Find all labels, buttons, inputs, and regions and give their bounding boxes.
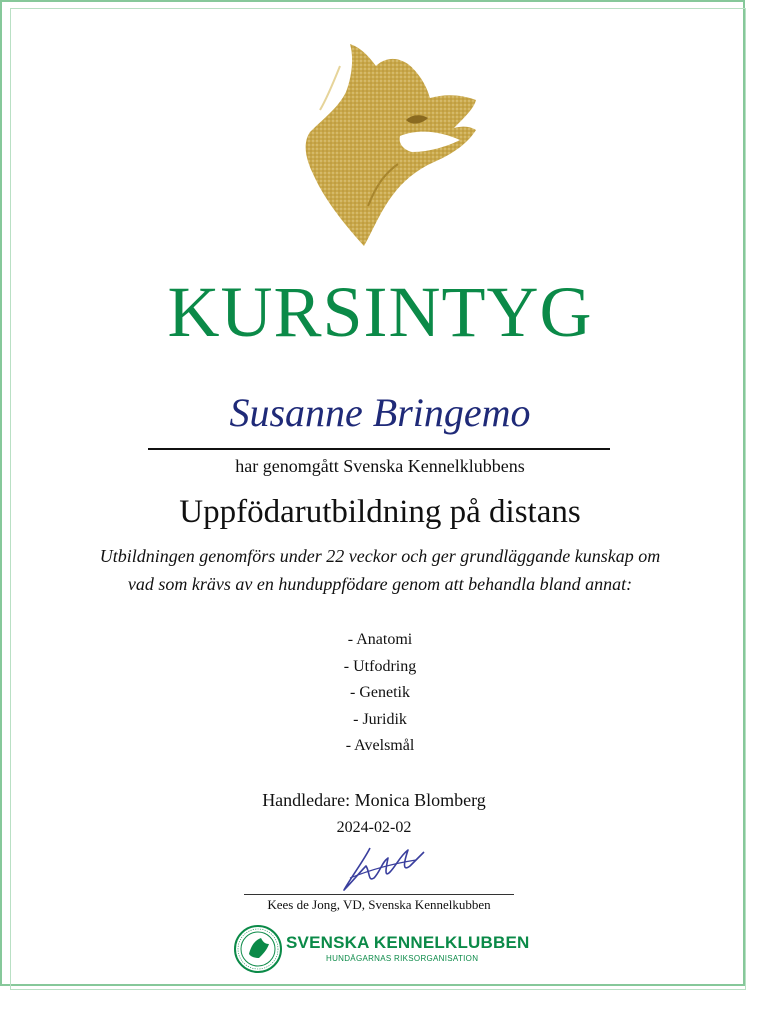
certificate-title: KURSINTYG xyxy=(167,272,593,352)
intro-text: har genomgått Svenska Kennelklubbens xyxy=(235,456,525,476)
recipient-name: Susanne Bringemo xyxy=(229,390,531,435)
logo-subtitle: HUNDÄGARNAS RIKSORGANISATION xyxy=(326,954,479,963)
kennel-club-seal-icon xyxy=(233,924,283,974)
signer-label: Kees de Jong, VD, Svenska Kennelkubben xyxy=(267,897,491,912)
topic-item: - Utfodring xyxy=(343,657,417,675)
issue-date: 2024-02-02 xyxy=(336,819,412,836)
description-line: vad som krävs av en hunduppfödare genom att behandla bland annat: xyxy=(127,574,633,594)
course-description xyxy=(60,542,700,598)
logo-wordmark: SVENSKA KENNELKLUBBEN xyxy=(286,933,530,952)
name-underline xyxy=(148,448,610,450)
description-line: Utbildningen genomförs under 22 veckor och ger grundläggande kunskap om xyxy=(99,546,661,566)
topic-item: - Anatomi xyxy=(347,631,413,648)
topic-list xyxy=(0,627,760,760)
topic-item: - Avelsmål xyxy=(345,737,415,754)
signature-line xyxy=(244,894,514,895)
supervisor-label: Handledare: Monica Blomberg xyxy=(262,790,486,810)
signature-image xyxy=(330,842,430,896)
dog-head-illustration xyxy=(280,36,480,251)
topic-item: - Genetik xyxy=(350,684,410,701)
course-name: Uppfödarutbildning på distans xyxy=(179,494,581,530)
topic-item: - Juridik xyxy=(353,710,407,728)
